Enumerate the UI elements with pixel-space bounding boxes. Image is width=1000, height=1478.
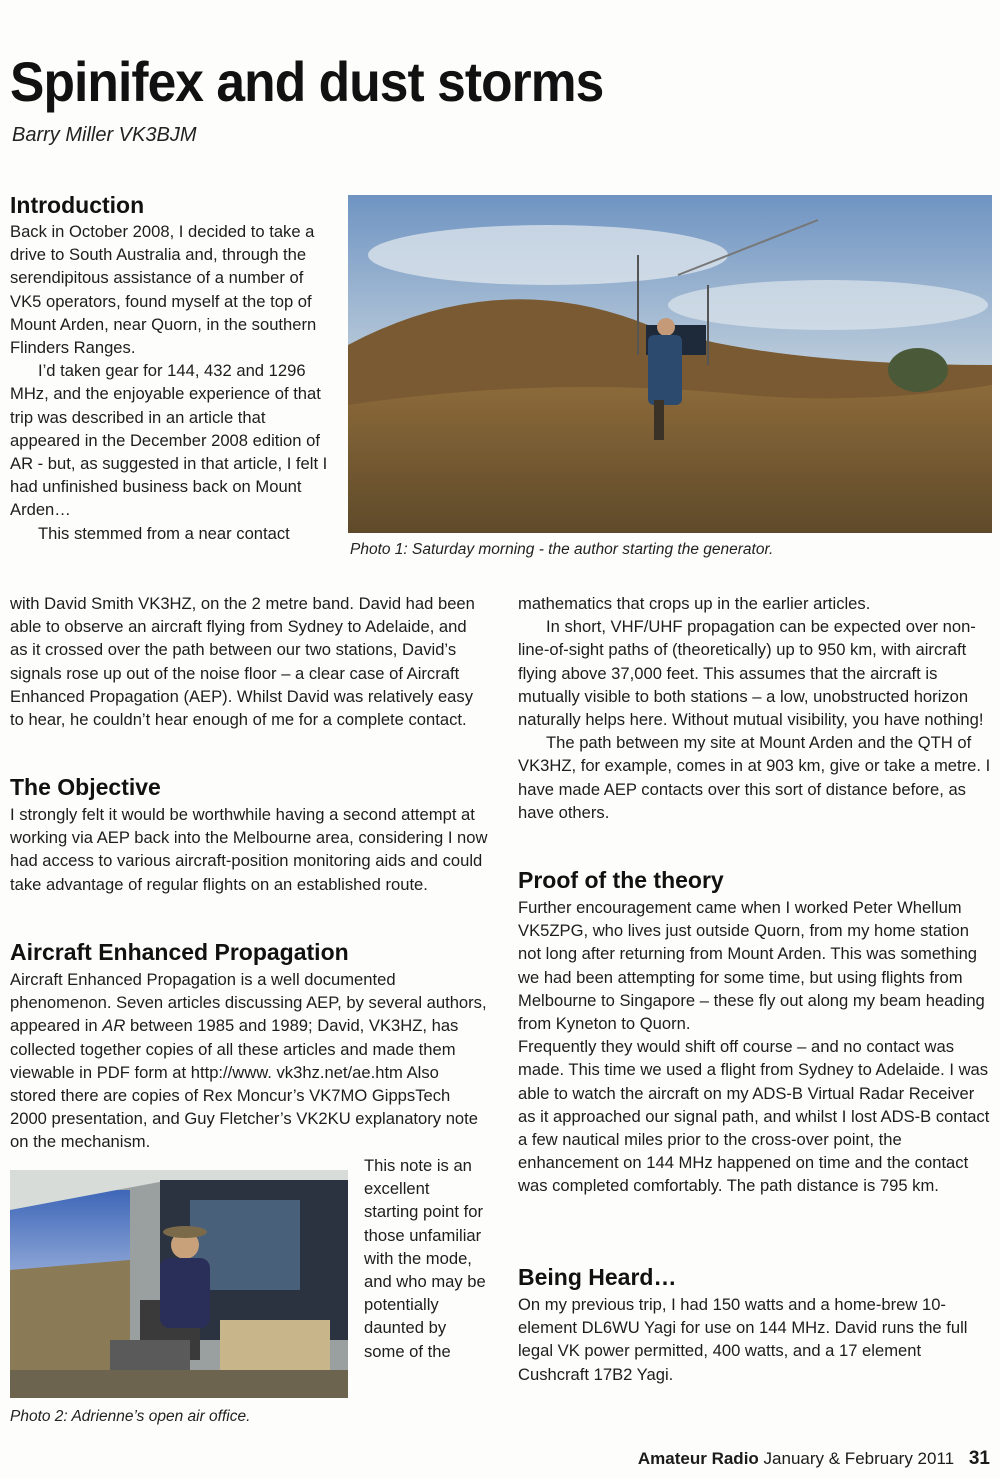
intro-paragraph-3-rest: with David Smith VK3HZ, on the 2 metre band. David had been able to observe an aircraft flying from Sydney to Adelaide, and as it crossed over the path between our two stations, David’s signals rose up out of the noise floor – a clear case of Aircraft Enhanced Propagation (AEP). Whilst David was relatively easy to hear, he couldn’t hear enough of me for a complete contact.	[10, 594, 475, 730]
footer-issue: January & February 2011	[763, 1449, 955, 1468]
right-column-text	[518, 592, 994, 824]
intro-paragraph-1: Back in October 2008, I decided to take a drive to South Australia and, through the serendipitous assistance of a number of VK5 operators, found myself at the top of Mount Arden, near Quorn, in the southern Flinders Ranges.	[10, 222, 317, 358]
proof-paragraph-2: Frequently they would shift off course – and no contact was made. This time we used a flight from Sydney to Adelaide. I was able to watch the aircraft on my ADS-B Virtual Radar Receiver as it approached our signal path, and whilst I lost ADS-B contact a few nautical miles prior to the cross-over point, the enhancement on 144 MHz happened on time and the contact was completed comfortably. The path distance is 795 km.	[518, 1037, 990, 1196]
ar-journal-name: AR	[102, 1016, 126, 1036]
proof-paragraph-1: Further encouragement came when I worked Peter Whellum VK5ZPG, who lives just outside Quorn, from my home station not long after returning from Mount Arden. This was something we had been attempting for some time, but using flights from Melbourne to Singapore – these fly out along my beam heading from Kyneton to Quorn.	[518, 898, 985, 1034]
aep-paragraph-4: The path between my site at Mount Arden and the QTH of VK3HZ, for example, comes in at 903 km, give or take a metre. I have made AEP contacts over this sort of distance before, as have others.	[518, 733, 991, 822]
heading-introduction: Introduction	[10, 192, 145, 218]
heading-proof: Proof of the theory	[518, 867, 724, 893]
footer-magazine: Amateur Radio	[637, 1449, 759, 1468]
objective-paragraph-1: I strongly felt it would be worthwhile having a second attempt at working via AEP back into the Melbourne area, considering I now had access to various aircraft-position monitoring aids and could take advantage of regular flights on an established route.	[10, 805, 488, 894]
heard-text	[518, 1293, 994, 1386]
aep-paragraph-3: In short, VHF/UHF propagation can be expected over non-line-of-sight paths of (theoretically) up to 950 km, with aircraft flying above 37,000 feet. This assumes that the aircraft is mutually visible to both stations – a low, unobstructed horizon naturally helps here. Without mutual visibility, you have nothing!	[518, 617, 984, 730]
objective-text	[10, 803, 488, 896]
aep-paragraph-2-narrow: This note is an excellent starting point for those unfamiliar with the mode, and who may be potentially daunted by some of the	[364, 1156, 486, 1361]
article-byline: Barry Miller VK3BJM	[12, 124, 197, 146]
page-footer	[638, 1448, 990, 1470]
photo-2-office	[10, 1170, 348, 1398]
footer-page-number: 31	[968, 1448, 990, 1469]
heading-aep: Aircraft Enhanced Propagation	[10, 939, 349, 965]
intro-paragraph-3-start: This stemmed from a near contact	[38, 523, 290, 543]
intro-narrow-text	[10, 220, 328, 545]
photo-2-caption: Photo 2: Adrienne’s open air office.	[10, 1408, 251, 1425]
aep-narrow-text	[364, 1154, 488, 1363]
proof-text	[518, 896, 994, 1198]
photo-1-image	[348, 195, 992, 533]
article-title: Spinifex and dust storms	[10, 50, 604, 113]
aep-text	[10, 968, 488, 1154]
heard-paragraph-1: On my previous trip, I had 150 watts and a home-brew 10-element DL6WU Yagi for use on 144 MHz. David runs the full legal VK power permitted, 400 watts, and a 17 element Cushcraft 17B2 Yagi.	[518, 1295, 968, 1384]
aep-paragraph-1: Aircraft Enhanced Propagation is a well documented phenomenon. Seven articles discussing AEP, by several authors, appeared in AR between 1985 and 1989; David, VK3HZ, has collected together copies of all these articles and made them viewable in PDF form at http://www. vk3hz.net/ae.htm Also stored there are copies of Rex Moncur’s VK7MO GippsTech 2000 presentation, and Guy Fletcher’s VK2KU explanatory note on the mechanism.	[10, 970, 487, 1152]
photo-1-caption: Photo 1: Saturday morning - the author starting the generator.	[350, 541, 774, 558]
photo-1-mountain	[348, 195, 992, 533]
aep-paragraph-2-continued: mathematics that crops up in the earlier articles.	[518, 594, 871, 613]
intro-wide-text	[10, 592, 488, 731]
heading-objective: The Objective	[10, 774, 161, 800]
intro-paragraph-2: I’d taken gear for 144, 432 and 1296 MHz, and the enjoyable experience of that trip was described in an article that appeared in the December 2008 edition of AR - but, as suggested in that article, I felt I had unfinished business back on Mount Arden…	[10, 361, 328, 520]
heading-being-heard: Being Heard…	[518, 1264, 677, 1290]
photo-2-image	[10, 1170, 348, 1398]
